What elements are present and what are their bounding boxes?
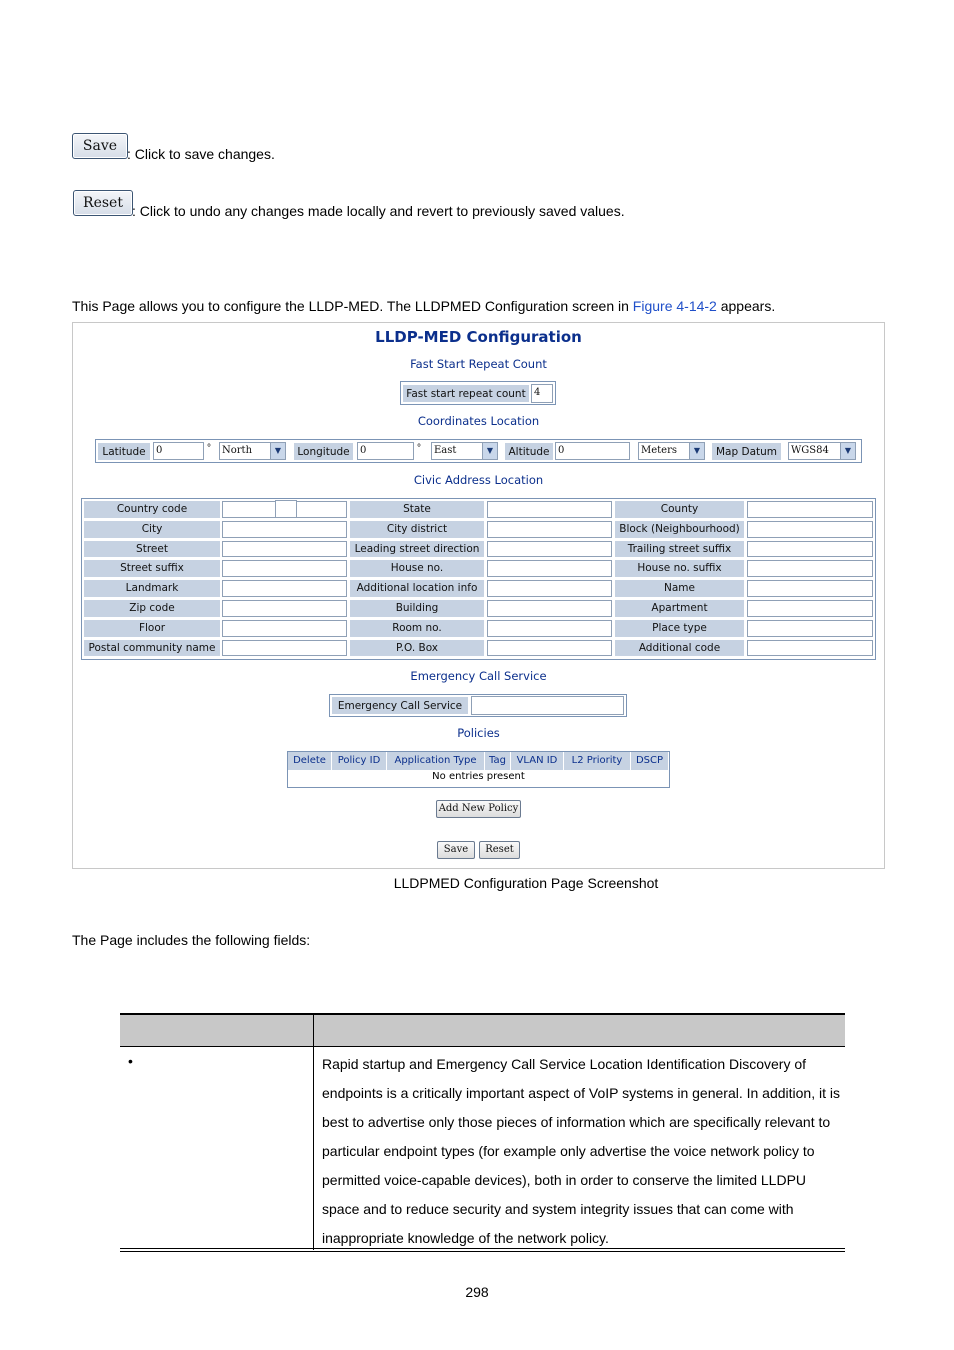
civic-label: City	[83, 520, 221, 539]
chevron-down-icon: ▼	[482, 443, 497, 459]
chevron-down-icon: ▼	[840, 443, 855, 459]
table-bottom-rule-1	[120, 1248, 845, 1249]
civic-label: County	[614, 500, 745, 519]
latitude-direction-select[interactable]	[219, 442, 286, 460]
civic-label: Country code	[83, 500, 221, 519]
emergency-section-title: Emergency Call Service	[410, 669, 547, 683]
save-button-illustration: Save	[72, 133, 128, 159]
civic-input[interactable]	[487, 580, 612, 597]
civic-label: Apartment	[614, 599, 745, 618]
lldp-med-screenshot	[72, 322, 885, 869]
fast-start-input[interactable]: 4	[531, 384, 553, 403]
civic-label: Landmark	[83, 579, 221, 598]
map-datum-select[interactable]	[788, 442, 856, 460]
civic-label: Building	[349, 599, 485, 618]
civic-label: Street	[83, 540, 221, 559]
civic-address-table	[81, 498, 876, 660]
policy-column-header: Policy ID	[332, 752, 387, 770]
civic-input[interactable]	[747, 501, 873, 518]
civic-input[interactable]	[487, 600, 612, 617]
policy-column-header: VLAN ID	[511, 752, 564, 770]
longitude-direction-select[interactable]	[431, 442, 498, 460]
figure-caption: LLDPMED Configuration Page Screenshot	[393, 875, 659, 891]
civic-input[interactable]	[222, 640, 347, 657]
policy-column-header: Application Type	[387, 752, 485, 770]
longitude-direction-value: East	[434, 445, 457, 456]
altitude-label: Altitude	[504, 442, 554, 461]
civic-label: Leading street direction	[349, 540, 485, 559]
table-bottom-rule-2	[120, 1251, 845, 1252]
civic-input[interactable]	[487, 560, 612, 577]
add-new-policy-button[interactable]: Add New Policy	[436, 800, 521, 818]
civic-label: Floor	[83, 619, 221, 638]
reset-description: : Click to undo any changes made locally and revert to previously saved values.	[132, 203, 625, 219]
save-button[interactable]: Save	[437, 841, 475, 859]
emergency-label: Emergency Call Service	[331, 696, 469, 715]
table-header	[120, 1015, 845, 1047]
altitude-input[interactable]: 0	[555, 442, 630, 460]
civic-label: P.O. Box	[349, 639, 485, 658]
civic-label: Place type	[614, 619, 745, 638]
reset-button-illustration: Reset	[73, 190, 133, 216]
map-datum-value: WGS84	[791, 445, 829, 456]
civic-input[interactable]	[487, 541, 612, 558]
civic-label: State	[349, 500, 485, 519]
save-description: : Click to save changes.	[127, 146, 275, 162]
longitude-degree-symbol: °	[417, 443, 421, 454]
latitude-label: Latitude	[97, 442, 151, 461]
civic-label: Additional location info	[349, 579, 485, 598]
page-number: 298	[465, 1284, 489, 1300]
civic-input[interactable]	[222, 521, 347, 538]
civic-label: Street suffix	[83, 559, 221, 578]
civic-label: Zip code	[83, 599, 221, 618]
coordinates-section-title: Coordinates Location	[417, 414, 540, 428]
figure-link[interactable]: Figure 4-14-2	[632, 298, 717, 314]
civic-input[interactable]	[487, 501, 612, 518]
civic-input[interactable]	[747, 620, 873, 637]
chevron-down-icon: ▼	[689, 443, 704, 459]
altitude-unit-select[interactable]	[638, 442, 705, 460]
civic-label: Additional code	[614, 639, 745, 658]
policy-column-header: Tag	[485, 752, 511, 770]
emergency-table	[329, 694, 627, 717]
altitude-unit-value: Meters	[641, 445, 678, 456]
civic-input[interactable]	[747, 541, 873, 558]
page-description-tail: appears.	[716, 298, 776, 314]
civic-input[interactable]	[222, 620, 347, 637]
civic-input[interactable]	[747, 560, 873, 577]
civic-input[interactable]	[222, 580, 347, 597]
map-datum-label: Map Datum	[711, 442, 782, 461]
policy-column-header: Delete	[288, 752, 332, 770]
coordinates-table	[95, 439, 862, 463]
policy-column-header: DSCP	[631, 752, 669, 770]
reset-button[interactable]: Reset	[479, 841, 520, 859]
civic-label: Name	[614, 579, 745, 598]
civic-label: House no. suffix	[614, 559, 745, 578]
civic-label: Postal community name	[83, 639, 221, 658]
table-column-divider	[313, 1015, 314, 1250]
civic-label: Block (Neighbourhood)	[614, 520, 745, 539]
chevron-down-icon: ▼	[270, 443, 285, 459]
civic-input[interactable]	[747, 521, 873, 538]
page-description-text: This Page allows you to configure the LLDP-MED. The LLDPMED Configuration screen in	[72, 298, 633, 314]
civic-label: Room no.	[349, 619, 485, 638]
fast-start-section-title: Fast Start Repeat Count	[410, 357, 547, 371]
fast-start-table	[400, 381, 556, 405]
latitude-direction-value: North	[222, 445, 253, 456]
civic-input[interactable]	[747, 640, 873, 657]
civic-input[interactable]	[222, 600, 347, 617]
table-row-bullet: •	[128, 1053, 133, 1069]
civic-input[interactable]	[222, 541, 347, 558]
civic-input[interactable]	[487, 640, 612, 657]
country-code-input[interactable]	[275, 500, 297, 518]
screenshot-title: LLDP-MED Configuration	[375, 328, 582, 346]
table-header-rule	[120, 1046, 845, 1047]
policies-section-title: Policies	[457, 726, 500, 740]
civic-section-title: Civic Address Location	[413, 473, 544, 487]
civic-input[interactable]	[487, 521, 612, 538]
fields-intro: The Page includes the following fields:	[72, 932, 311, 948]
civic-label: Trailing street suffix	[614, 540, 745, 559]
civic-input[interactable]	[747, 600, 873, 617]
latitude-degree-symbol: °	[207, 443, 211, 454]
civic-label: House no.	[349, 559, 485, 578]
civic-label: City district	[349, 520, 485, 539]
fast-start-label: Fast start repeat count	[402, 384, 530, 403]
policy-column-header: L2 Priority	[564, 752, 631, 770]
policies-empty-text: No entries present	[432, 771, 525, 782]
civic-input[interactable]	[487, 620, 612, 637]
policies-table	[287, 751, 670, 788]
emergency-input[interactable]	[471, 696, 624, 715]
civic-input[interactable]	[222, 560, 347, 577]
latitude-input[interactable]: 0	[153, 442, 204, 460]
longitude-input[interactable]: 0	[357, 442, 414, 460]
table-row-description: Rapid startup and Emergency Call Service Location Identification Discovery of endpoints is a critically important aspect of VoIP systems in general. In addition, it is best to advertise only those pieces of information which are specifically relevant to particular endpoint types (for example only advertise the voice network policy to permitted voice-capable devices), both in order to conserve the limited LLDPU space and to reduce security and system integrity issues that can come with inappropriate knowledge of the network policy.	[322, 1056, 840, 1246]
civic-input[interactable]	[747, 580, 873, 597]
page-description	[72, 298, 775, 314]
longitude-label: Longitude	[293, 442, 354, 461]
